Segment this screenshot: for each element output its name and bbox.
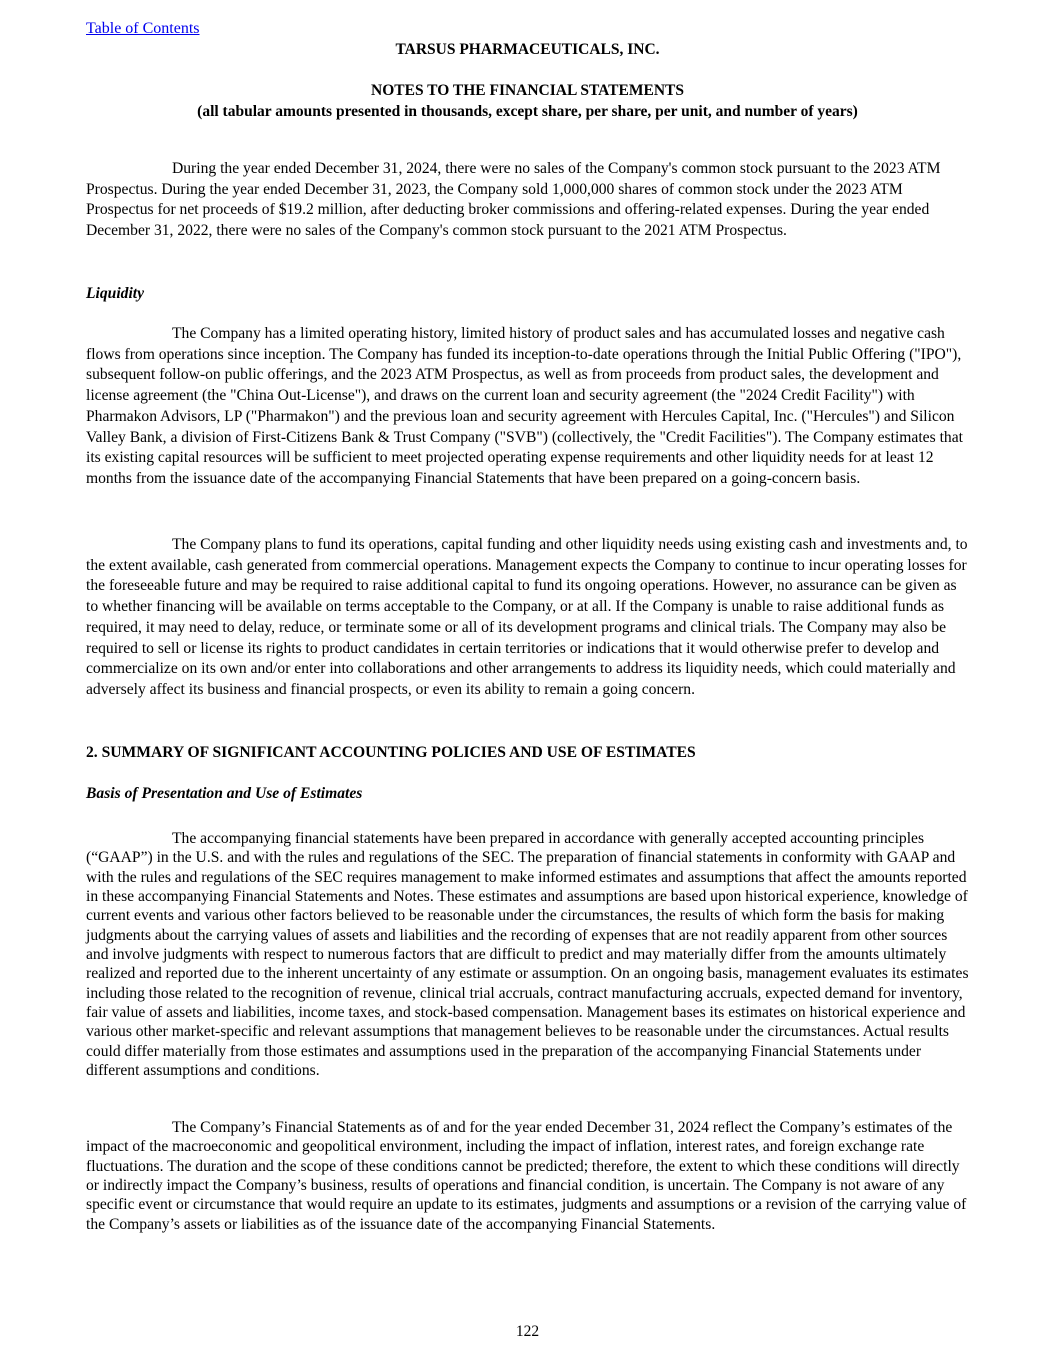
page-number: 122 (515, 1323, 540, 1340)
paragraph-basis-2: The Company’s Financial Statements as of and for the year ended December 31, 2024 reflect the Company’s estimates of the impact of the macroeconomic and geopolitical environment, including the impact of inflation, interest rates, and foreign exchange rate fluctuations. The duration and the scope of these conditions cannot be predicted; therefore, the extent to which these conditions will directly or indirectly impact the Company’s business, results of operations and financial condition, is uncertain. The Company is not aware of any specific event or circumstance that would require an update to its estimates, judgments and assumptions or a revision of the carrying value of the Company’s assets or liabilities as of the issuance date of the accompanying Financial Statements. (86, 1119, 967, 1233)
basis-heading: Basis of Presentation and Use of Estimates (86, 785, 363, 802)
paragraph-liquidity-1: The Company has a limited operating history, limited history of product sales and has accumulated losses and negative cash flows from operations since inception. The Company has funded its inception-to-date operations through the Initial Public Offering ("IPO"), subsequent follow-on public offerings, and the 2023 ATM Prospectus, as well as from proceeds from product sales, the development and license agreement (the "China Out-License"), and draws on the current loan and security agreement (the "2024 Credit Facility") with Pharmakon Advisors, LP ("Pharmakon") and the previous loan and security agreement with Hercules Capital, Inc. ("Hercules") and Silicon Valley Bank, a division of First-Citizens Bank & Trust Company ("SVB") (collectively, the "Credit Facilities"). The Company estimates that its existing capital resources will be sufficient to meet projected operating expense requirements and other liquidity needs for at least 12 months from the issuance date of the accompanying Financial Statements that have been prepared on a going-concern basis. (86, 325, 963, 487)
notes-title: NOTES TO THE FINANCIAL STATEMENTS (371, 82, 684, 99)
company-name: TARSUS PHARMACEUTICALS, INC. (395, 41, 660, 58)
notes-subtitle: (all tabular amounts presented in thousands, except share, per share, per unit, and number of years) (197, 103, 858, 120)
section-2-heading: 2. SUMMARY OF SIGNIFICANT ACCOUNTING POLICIES AND USE OF ESTIMATES (86, 744, 696, 761)
paragraph-basis-1: The accompanying financial statements have been prepared in accordance with generally accepted accounting principles (“GAAP”) in the U.S. and with the rules and regulations of the SEC. The preparation of financial statements in conformity with GAAP and with the rules and regulations of the SEC requires management to make informed estimates and assumptions that affect the amounts reported in these accompanying Financial Statements and Notes. These estimates and assumptions are based upon historical experience, knowledge of current events and various other factors believed to be reasonable under the circumstances, the results of which form the basis for making judgments about the carrying values of assets and liabilities and the recording of expenses that are not readily apparent from other sources and involve judgments with respect to numerous factors that are difficult to predict and may materially differ from the amounts ultimately realized and reported due to the inherent uncertainty of any estimate or assumption. On an ongoing basis, management evaluates its estimates including those related to the recognition of revenue, clinical trial accruals, contract manufacturing accruals, expected demand for inventory, fair value of assets and liabilities, income taxes, and stock-based compensation. Management bases its estimates on historical experience and various other market-specific and relevant assumptions that management believes to be reasonable under the circumstances. Actual results could differ materially from those estimates and assumptions used in the preparation of the accompanying Financial Statements under different assumptions and conditions. (86, 830, 969, 1080)
paragraph-liquidity-2: The Company plans to fund its operations, capital funding and other liquidity needs using existing cash and investments and, to the extent available, cash generated from commercial operations. Management expects the Company to continue to incur operating losses for the foreseeable future and may be required to raise additional capital to fund its ongoing operations. However, no assurance can be given as to whether financing will be available on terms acceptable to the Company, or at all. If the Company is unable to raise additional funds as required, it may need to delay, reduce, or terminate some or all of its development programs and clinical trials. The Company may also be required to sell or license its rights to product candidates in certain territories or indications that it would otherwise prefer to develop and commercialize on its own and/or enter into collaborations and other arrangements to address its liquidity needs, which could materially and adversely affect its business and financial prospects, or even its ability to remain a going concern. (86, 536, 968, 698)
paragraph-atm-sales: During the year ended December 31, 2024, there were no sales of the Company's common stock pursuant to the 2023 ATM Prospectus. During the year ended December 31, 2023, the Company sold 1,000,000 shares of common stock under the 2023 ATM Prospectus for net proceeds of $19.2 million, after deducting broker commissions and offering-related expenses. During the year ended December 31, 2022, there were no sales of the Company's common stock pursuant to the 2021 ATM Prospectus. (86, 160, 941, 240)
table-of-contents-link[interactable]: Table of Contents (86, 20, 200, 37)
liquidity-heading: Liquidity (86, 285, 145, 302)
